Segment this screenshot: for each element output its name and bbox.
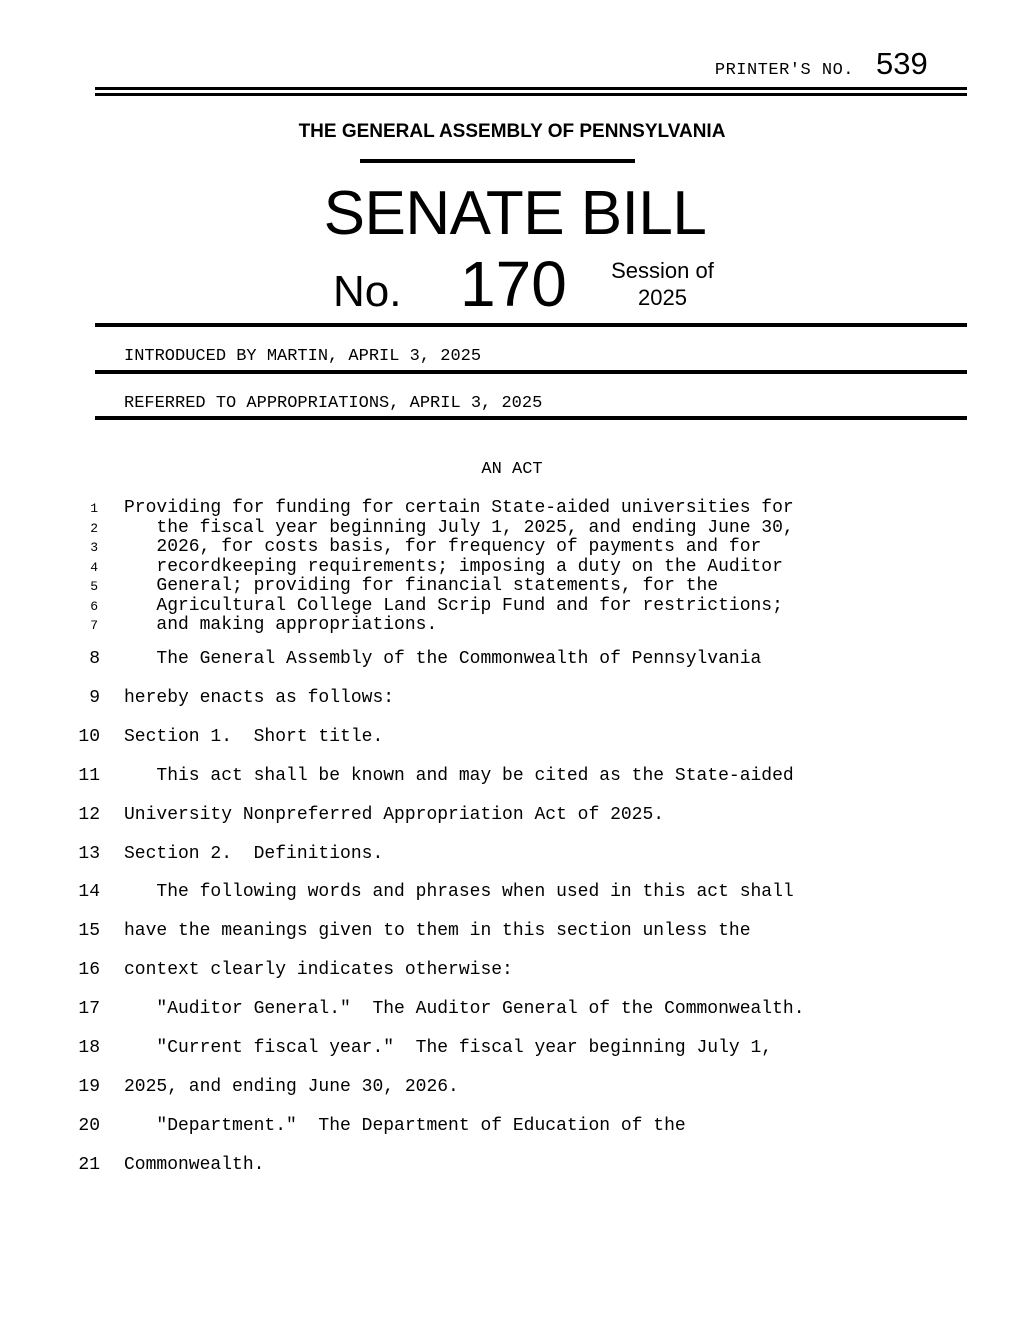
title-text: General; providing for financial statements, for the [124,576,719,596]
line-number: 21 [78,1154,100,1175]
bill-type-heading: SENATE BILL [323,179,707,248]
body-text: hereby enacts as follows: [124,687,395,708]
line-number: 12 [78,804,100,825]
body-text: The General Assembly of the Commonwealth of Pennsylvania [124,649,762,669]
line-number: 2 [90,520,98,536]
line-number: 20 [78,1115,100,1136]
body-text: University Nonpreferred Appropriation Act of 2025. [124,804,665,825]
line-number: 16 [78,960,100,981]
body-text: context clearly indicates otherwise: [124,960,513,981]
line-number: 1 [90,501,98,516]
line-number: 3 [90,540,98,555]
assembly-title: THE GENERAL ASSEMBLY OF PENNSYLVANIA [298,121,726,142]
assembly-underline [360,159,635,163]
line-number: 14 [78,882,100,903]
body-text: "Department." The Department of Education of the [124,1115,686,1136]
line-number: 17 [78,999,100,1020]
body-text: This act shall be known and may be cited as the State-aided [124,765,794,786]
bill-number: 170 [460,248,567,320]
line-number: 18 [78,1038,100,1058]
line-number: 5 [90,579,98,594]
title-text: Agricultural College Land Scrip Fund and for restrictions; [124,595,783,616]
line-number: 10 [78,726,100,747]
title-text: Providing for funding for certain State-aided universities for [124,498,794,518]
title-text: and making appropriations. [124,615,438,635]
section-rule-3 [95,416,967,420]
session-year: 2025 [638,285,687,310]
line-number: 6 [90,598,98,614]
title-text: recordkeeping requirements; imposing a duty on the Auditor [124,556,783,577]
title-text: the fiscal year beginning July 1, 2025, and ending June 30, [124,517,794,538]
printer-number-label: PRINTER'S NO. [714,61,854,80]
body-text: Section 2. Definitions. [124,843,384,864]
bill-number-label: No. [333,267,402,316]
body-text: "Current fiscal year." The fiscal year beginning July 1, [124,1038,773,1058]
line-number: 7 [90,618,98,633]
referred-line: REFERRED TO APPROPRIATIONS, APRIL 3, 2025 [124,394,543,413]
line-number: 19 [78,1076,100,1097]
header-rule-bottom [95,93,967,96]
section-rule-1 [95,323,967,327]
line-number: 4 [90,559,98,575]
header-rule-top [95,87,967,90]
body-text: have the meanings given to them in this section unless the [124,921,751,942]
session-info [600,257,725,311]
line-number: 15 [78,921,100,942]
body-text: The following words and phrases when used in this act shall [124,882,794,903]
line-number: 9 [89,687,100,708]
line-number: 13 [78,843,100,864]
title-text: 2026, for costs basis, for frequency of payments and for [124,537,762,557]
body-text: Commonwealth. [124,1154,265,1175]
line-number: 8 [89,649,100,669]
body-text: 2025, and ending June 30, 2026. [124,1076,459,1097]
section-rule-2 [95,370,967,374]
introduced-line: INTRODUCED BY MARTIN, APRIL 3, 2025 [124,347,482,366]
act-heading: AN ACT [481,460,543,479]
body-text: "Auditor General." The Auditor General of the Commonwealth. [124,999,805,1020]
body-text: Section 1. Short title. [124,726,384,747]
printer-number: 539 [876,46,928,81]
session-label: Session of [611,258,714,283]
line-number: 11 [78,765,100,786]
